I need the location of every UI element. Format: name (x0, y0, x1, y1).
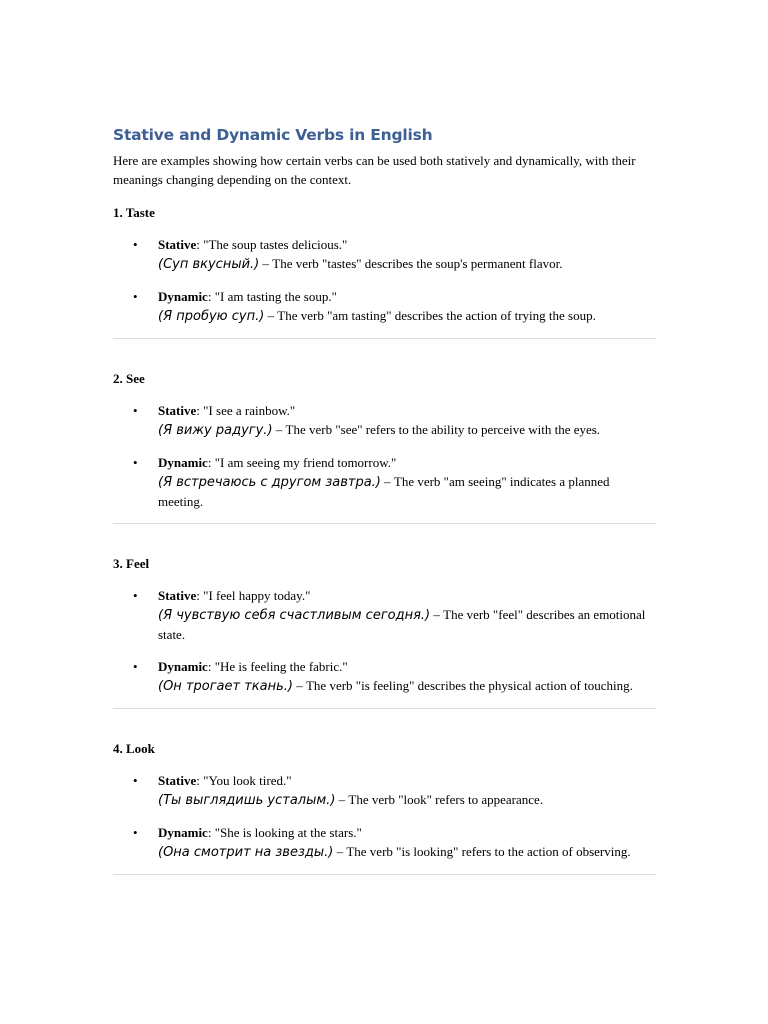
section-divider (113, 523, 656, 524)
example-explanation-line (158, 842, 656, 862)
example-explanation-line (158, 790, 656, 810)
example-list (113, 235, 656, 326)
example-sentence-line (158, 401, 656, 420)
example-sentence-line (158, 586, 656, 605)
explanation: – The verb "am seeing" indicates a planned meeting. (158, 474, 610, 509)
verb-section (113, 369, 656, 524)
verb-section (113, 739, 656, 875)
russian-translation: (Она смотрит на звезды.) (158, 845, 334, 860)
explanation: – The verb "is feeling" describes the physical action of touching. (292, 678, 633, 693)
bullet-icon: • (133, 237, 138, 252)
example-item (113, 401, 656, 440)
document-body (113, 124, 656, 875)
example-item (113, 453, 656, 511)
bullet-icon: • (133, 825, 138, 840)
bullet-icon: • (133, 403, 138, 418)
russian-translation: (Он трогает ткань.) (158, 679, 293, 694)
example-item (113, 586, 656, 644)
example-item (113, 657, 656, 696)
russian-translation: (Суп вкусный.) (158, 257, 260, 272)
intro-paragraph: Here are examples showing how certain verbs can be used both statively and dynamically, with their meanings changing depending on the context. (113, 153, 636, 187)
section-heading: 2. See (113, 371, 145, 386)
example-sentence: : "The soup tastes delicious." (196, 237, 348, 252)
bullet-icon: • (133, 455, 138, 470)
section-heading: 3. Feel (113, 556, 150, 571)
example-sentence: : "I see a rainbow." (196, 403, 296, 418)
explanation: – The verb "see" refers to the ability to perceive with the eyes. (272, 422, 601, 437)
example-list (113, 586, 656, 696)
document-title: Stative and Dynamic Verbs in English (113, 126, 433, 144)
example-explanation-line (158, 420, 656, 440)
example-sentence: : "You look tired." (196, 773, 292, 788)
russian-translation: (Я чувствую себя счастливым сегодня.) (158, 608, 431, 623)
verb-section (113, 554, 656, 709)
usage-label: Dynamic (158, 455, 208, 470)
sections-container (113, 203, 656, 875)
example-explanation-line (158, 254, 656, 274)
example-explanation-line (158, 605, 656, 644)
section-heading: 1. Taste (113, 205, 155, 220)
example-sentence: : "I am seeing my friend tomorrow." (207, 455, 397, 470)
russian-translation: (Я вижу радугу.) (158, 423, 273, 438)
example-explanation-line (158, 306, 656, 326)
example-sentence-line (158, 235, 656, 254)
section-divider (113, 708, 656, 709)
example-sentence: : "He is feeling the fabric." (207, 659, 348, 674)
bullet-icon: • (133, 773, 138, 788)
explanation: – The verb "is looking" refers to the action of observing. (333, 844, 631, 859)
usage-label: Dynamic (158, 289, 208, 304)
example-list (113, 771, 656, 862)
example-sentence-line (158, 657, 656, 676)
bullet-icon: • (133, 588, 138, 603)
explanation: – The verb "tastes" describes the soup's permanent flavor. (259, 256, 563, 271)
bullet-icon: • (133, 659, 138, 674)
russian-translation: (Я встречаюсь с другом завтра.) (158, 475, 381, 490)
example-sentence-line (158, 287, 656, 306)
usage-label: Stative (158, 237, 197, 252)
example-list (113, 401, 656, 511)
example-explanation-line (158, 676, 656, 696)
section-heading: 4. Look (113, 741, 155, 756)
usage-label: Stative (158, 773, 197, 788)
example-sentence-line (158, 453, 656, 472)
example-sentence: : "She is looking at the stars." (207, 825, 362, 840)
example-item (113, 771, 656, 810)
example-sentence: : "I feel happy today." (196, 588, 311, 603)
example-sentence: : "I am tasting the soup." (207, 289, 337, 304)
explanation: – The verb "feel" describes an emotional state. (158, 607, 646, 642)
example-sentence-line (158, 771, 656, 790)
explanation: – The verb "am tasting" describes the action of trying the soup. (264, 308, 596, 323)
section-divider (113, 874, 656, 875)
section-divider (113, 338, 656, 339)
example-item (113, 823, 656, 862)
usage-label: Dynamic (158, 825, 208, 840)
example-sentence-line (158, 823, 656, 842)
usage-label: Dynamic (158, 659, 208, 674)
example-item (113, 235, 656, 274)
verb-section (113, 203, 656, 339)
usage-label: Stative (158, 403, 197, 418)
russian-translation: (Ты выглядишь усталым.) (158, 793, 336, 808)
russian-translation: (Я пробую суп.) (158, 309, 265, 324)
bullet-icon: • (133, 289, 138, 304)
explanation: – The verb "look" refers to appearance. (335, 792, 544, 807)
usage-label: Stative (158, 588, 197, 603)
example-item (113, 287, 656, 326)
example-explanation-line (158, 472, 656, 511)
